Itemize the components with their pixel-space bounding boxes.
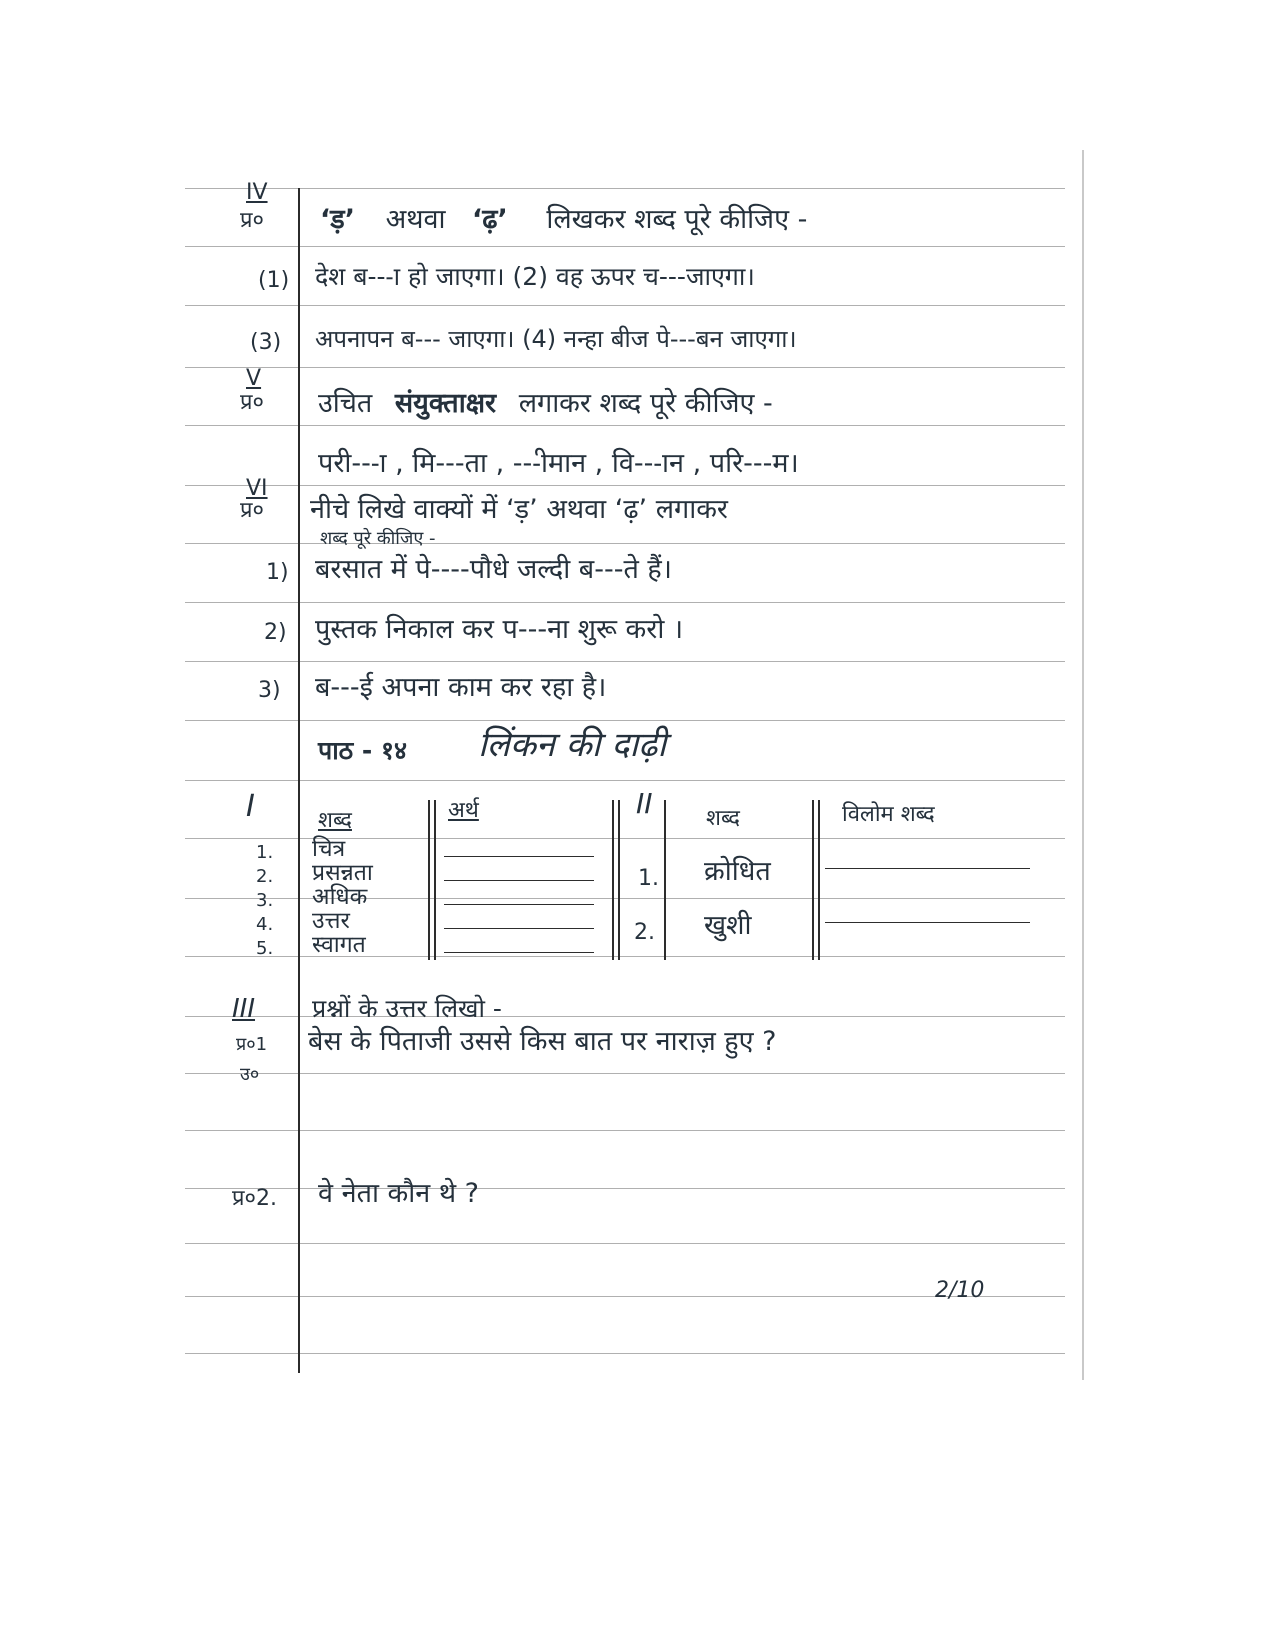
ruled-line <box>185 1353 1065 1354</box>
q4-line2-marker: (3) <box>250 330 282 355</box>
q4-line2: अपनापन ब--- जाएगा। (4) नन्हा बीज पे---बन जाएगा। <box>315 325 797 353</box>
table1-answer-line <box>444 952 594 953</box>
q4-letter-2: ‘ढ़’ <box>472 204 508 235</box>
q6-s2-marker: 2) <box>264 620 287 645</box>
q5-instruction-b: संयुक्ताक्षर <box>394 388 497 419</box>
ruled-line <box>185 1130 1065 1131</box>
table1-row-number: 3. <box>256 890 274 911</box>
ruled-line <box>185 661 1065 662</box>
q4-instruction-text: लिखकर शब्द पूरे कीजिए - <box>546 204 808 235</box>
table1-answer-line <box>444 880 594 881</box>
ruled-line <box>185 1188 1065 1189</box>
ruled-line <box>185 1073 1065 1074</box>
ruled-line <box>185 1243 1065 1244</box>
q4-instruction <box>320 206 807 233</box>
table2-row1-n: 1. <box>638 866 659 891</box>
lesson-prefix: पाठ - १४ <box>318 736 407 765</box>
q6-instruction-2: शब्द पूरे कीजिए - <box>320 528 436 549</box>
table2-col-word: शब्द <box>706 806 740 831</box>
table1-answer-line <box>444 928 594 929</box>
q6-s3-marker: 3) <box>258 678 281 703</box>
ruled-line <box>185 602 1065 603</box>
q4-or: अथवा <box>385 204 446 235</box>
q3-number: III <box>232 994 256 1024</box>
q6-s3: ब---ई अपना काम कर रहा है। <box>315 672 607 703</box>
table1-answer-line <box>444 904 594 905</box>
ruled-line <box>185 543 1065 544</box>
q5-instruction <box>318 390 773 417</box>
q5-instruction-c: लगाकर शब्द पूरे कीजिए - <box>518 388 773 419</box>
table1-row-word: चित्र <box>312 836 346 862</box>
q3-instruction: प्रश्नों के उत्तर लिखो - <box>312 994 502 1023</box>
q6-number: VI <box>246 476 268 501</box>
table1-row-word: उत्तर <box>312 908 350 934</box>
page-edge <box>1082 150 1084 1380</box>
q5-words: परी---ा , मि---ता , ---ीमान , वि---ान , परि---म। <box>318 448 799 479</box>
margin-line <box>298 188 300 1373</box>
table1-row-number: 2. <box>256 866 274 887</box>
q4-label: प्र० <box>240 208 264 233</box>
ruled-line <box>185 1296 1065 1297</box>
q6-s2: पुस्तक निकाल कर प---ना शुरू करो । <box>315 614 684 645</box>
table2-col-opposite: विलोम शब्द <box>842 802 935 827</box>
table1-row-word: स्वागत <box>312 932 366 958</box>
table1-col-meaning: अर्थ <box>448 798 479 823</box>
page-number: 2/10 <box>935 1278 985 1303</box>
table1-row-word: प्रसन्नता <box>312 860 373 886</box>
ruled-line <box>185 780 1065 781</box>
q4-line1-marker: (1) <box>258 268 290 293</box>
q5-label: प्र० <box>240 390 264 415</box>
q4-line1: देश ब---ा हो जाएगा। (2) वह ऊपर च---जाएगा। <box>315 262 755 291</box>
q4-letter-1: ‘ड़’ <box>320 204 355 235</box>
q3-q1: बेस के पिताजी उससे किस बात पर नाराज़ हुए ? <box>308 1026 777 1057</box>
table1-row-number: 1. <box>256 842 274 863</box>
q6-s1-marker: 1) <box>266 560 289 585</box>
q6-label: प्र० <box>240 498 264 523</box>
table1-col-word: शब्द <box>318 808 352 833</box>
ruled-line <box>185 246 1065 247</box>
ruled-line <box>185 188 1065 189</box>
table2-row2-word: खुशी <box>704 910 752 941</box>
q3-q2-label: प्र०2. <box>232 1186 277 1211</box>
table1-row-word: अधिक <box>312 884 368 910</box>
table1-row-number: 5. <box>256 938 274 959</box>
table1-number: I <box>246 789 255 824</box>
q5-instruction-a: उचित <box>318 388 373 419</box>
table1-answer-line <box>444 856 594 857</box>
q3-a1-label: उ० <box>240 1064 260 1085</box>
ruled-line <box>185 485 1065 486</box>
q3-q2: वे नेता कौन थे ? <box>318 1178 480 1209</box>
q6-s1: बरसात में पे----पौधे जल्दी ब---ते हैं। <box>315 554 672 585</box>
q6-instruction: नीचे लिखे वाक्यों में ‘ड़’ अथवा ‘ढ़’ लगाकर <box>310 494 728 525</box>
q3-q1-label: प्र०1 <box>236 1034 268 1055</box>
q5-number: V <box>246 366 262 391</box>
table2-row2-n: 2. <box>634 920 655 945</box>
ruled-line <box>185 305 1065 306</box>
table2-row1-word: क्रोधित <box>704 856 771 887</box>
table2-number: II <box>636 787 653 820</box>
q4-number: IV <box>246 180 268 205</box>
lesson-title: लिंकन की दाढ़ी <box>478 725 667 765</box>
ruled-line <box>185 367 1065 368</box>
table1-row-number: 4. <box>256 914 274 935</box>
ruled-line <box>185 425 1065 426</box>
ruled-line <box>185 720 1065 721</box>
